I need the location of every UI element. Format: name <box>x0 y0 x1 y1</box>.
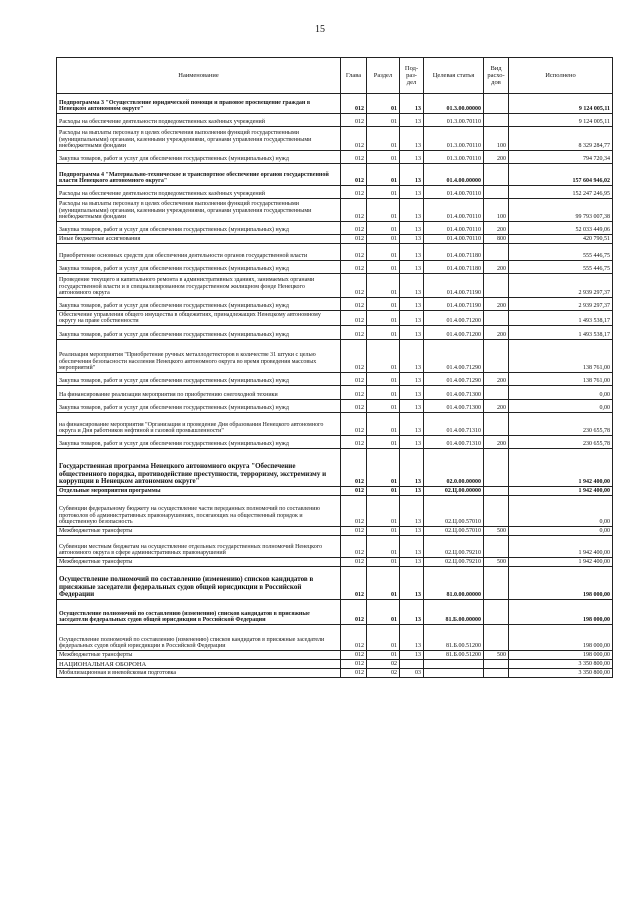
row-section: 01 <box>367 274 400 298</box>
row-expense-type: 200 <box>484 298 509 311</box>
row-subsection: 13 <box>400 625 424 651</box>
row-chapter: 012 <box>341 311 367 326</box>
row-expense-type <box>484 413 509 436</box>
row-expense-type: 200 <box>484 436 509 449</box>
row-name: Закупка товаров, работ и услуг для обеспечения государственных (муниципальных) нужд <box>57 222 341 235</box>
row-subsection: 13 <box>400 449 424 487</box>
row-name: Закупка товаров, работ и услуг для обеспечения государственных (муниципальных) нужд <box>57 373 341 386</box>
table-row <box>57 199 613 222</box>
row-article <box>424 669 484 678</box>
table-row <box>57 244 613 261</box>
row-section: 01 <box>367 186 400 199</box>
row-amount: 3 350 800,00 <box>509 669 613 678</box>
row-amount: 230 655,78 <box>509 436 613 449</box>
row-chapter: 012 <box>341 94 367 114</box>
row-expense-type <box>484 496 509 527</box>
row-amount: 3 350 800,00 <box>509 660 613 669</box>
row-article: 01.4.00.71190 <box>424 274 484 298</box>
row-subsection: 13 <box>400 651 424 660</box>
row-article: 01.4.00.71190 <box>424 298 484 311</box>
row-subsection: 13 <box>400 326 424 340</box>
row-chapter: 012 <box>341 235 367 244</box>
row-subsection: 13 <box>400 244 424 261</box>
row-section: 01 <box>367 326 400 340</box>
row-chapter: 012 <box>341 222 367 235</box>
row-expense-type: 200 <box>484 326 509 340</box>
row-article: 81.Б.00.00000 <box>424 600 484 625</box>
row-article <box>424 660 484 669</box>
row-expense-type <box>484 625 509 651</box>
row-section: 01 <box>367 340 400 373</box>
table-row <box>57 436 613 449</box>
row-section: 01 <box>367 449 400 487</box>
row-section: 01 <box>367 373 400 386</box>
row-chapter: 012 <box>341 199 367 222</box>
row-expense-type <box>484 94 509 114</box>
row-amount: 152 247 246,95 <box>509 186 613 199</box>
row-amount: 138 761,00 <box>509 340 613 373</box>
row-expense-type <box>484 449 509 487</box>
row-section: 02 <box>367 660 400 669</box>
budget-table <box>56 57 613 678</box>
row-subsection: 13 <box>400 199 424 222</box>
row-chapter: 012 <box>341 660 367 669</box>
row-amount: 0,00 <box>509 400 613 413</box>
row-subsection: 13 <box>400 186 424 199</box>
row-amount: 0,00 <box>509 386 613 400</box>
row-chapter: 012 <box>341 567 367 600</box>
row-expense-type: 800 <box>484 235 509 244</box>
row-name: Мобилизационная и вневойсковая подготовка <box>57 669 341 678</box>
row-expense-type <box>484 660 509 669</box>
row-expense-type <box>484 311 509 326</box>
row-amount: 420 790,51 <box>509 235 613 244</box>
header-chapter: Глава <box>341 58 367 94</box>
row-name: Подпрограмма 3 "Осуществление юридической помощи и правовое просвещение граждан в Ненецком автономном округе" <box>57 94 341 114</box>
row-name: Закупка товаров, работ и услуг для обеспечения государственных (муниципальных) нужд <box>57 400 341 413</box>
table-header-row <box>57 58 613 94</box>
table-row <box>57 386 613 400</box>
row-subsection: 13 <box>400 600 424 625</box>
row-amount: 99 793 007,38 <box>509 199 613 222</box>
row-amount: 1 493 538,17 <box>509 311 613 326</box>
row-subsection: 13 <box>400 261 424 274</box>
row-amount: 198 000,00 <box>509 567 613 600</box>
table-row <box>57 151 613 164</box>
row-section: 01 <box>367 436 400 449</box>
row-expense-type <box>484 386 509 400</box>
row-name: Межбюджетные трансферты <box>57 558 341 567</box>
header-section: Раздел <box>367 58 400 94</box>
row-subsection: 13 <box>400 436 424 449</box>
row-expense-type <box>484 536 509 558</box>
page-number: 15 <box>315 24 325 35</box>
row-chapter: 012 <box>341 373 367 386</box>
row-article: 01.4.00.70110 <box>424 186 484 199</box>
row-expense-type: 200 <box>484 151 509 164</box>
row-amount: 794 720,34 <box>509 151 613 164</box>
row-section: 01 <box>367 625 400 651</box>
row-article: 01.4.00.71180 <box>424 244 484 261</box>
table-row <box>57 340 613 373</box>
table-row <box>57 527 613 536</box>
table-row <box>57 400 613 413</box>
row-expense-type <box>484 164 509 186</box>
row-chapter: 012 <box>341 449 367 487</box>
row-section: 01 <box>367 527 400 536</box>
table-body <box>57 94 613 678</box>
row-expense-type: 200 <box>484 261 509 274</box>
row-article: 01.4.00.00000 <box>424 164 484 186</box>
table-row <box>57 311 613 326</box>
table-row <box>57 114 613 127</box>
table-row <box>57 567 613 600</box>
row-section: 01 <box>367 400 400 413</box>
table-row <box>57 651 613 660</box>
row-amount: 9 124 005,11 <box>509 114 613 127</box>
row-expense-type <box>484 600 509 625</box>
row-article: 01.4.00.71200 <box>424 311 484 326</box>
row-section: 01 <box>367 298 400 311</box>
row-name: Закупка товаров, работ и услуг для обеспечения государственных (муниципальных) нужд <box>57 151 341 164</box>
row-name: Отдельные мероприятия программы <box>57 487 341 496</box>
row-name: Субвенции федеральному бюджету на осуществление части переданных полномочий по составлению протоколов об административных правонарушениях, посягающих на общественный порядок и общественную безопасность <box>57 496 341 527</box>
row-chapter: 012 <box>341 340 367 373</box>
row-chapter: 012 <box>341 600 367 625</box>
row-amount: 52 033 449,06 <box>509 222 613 235</box>
table-row <box>57 94 613 114</box>
row-article: 01.4.00.71180 <box>424 261 484 274</box>
row-amount: 198 000,00 <box>509 600 613 625</box>
row-subsection: 13 <box>400 235 424 244</box>
row-amount: 198 000,00 <box>509 651 613 660</box>
row-amount: 198 000,00 <box>509 625 613 651</box>
row-chapter: 012 <box>341 400 367 413</box>
row-name: Государственная программа Ненецкого автономного округа "Обеспечение общественного порядка, противодействие преступности, терроризму, экстремизму и коррупции в Ненецком автономном округе" <box>57 449 341 487</box>
row-section: 01 <box>367 311 400 326</box>
row-amount: 157 604 946,02 <box>509 164 613 186</box>
row-expense-type <box>484 274 509 298</box>
table-row <box>57 373 613 386</box>
row-article: 01.4.00.71290 <box>424 340 484 373</box>
row-name: Расходы на обеспечение деятельности подведомственных казённых учреждений <box>57 114 341 127</box>
row-amount: 230 655,78 <box>509 413 613 436</box>
row-section: 01 <box>367 536 400 558</box>
row-chapter: 012 <box>341 496 367 527</box>
table-row <box>57 600 613 625</box>
table-row <box>57 669 613 678</box>
row-expense-type: 100 <box>484 199 509 222</box>
table-row <box>57 235 613 244</box>
row-expense-type <box>484 114 509 127</box>
row-subsection: 13 <box>400 487 424 496</box>
row-amount: 138 761,00 <box>509 373 613 386</box>
row-article: 02.0.00.00000 <box>424 449 484 487</box>
row-article: 02.Ц.00.79210 <box>424 558 484 567</box>
row-subsection: 13 <box>400 400 424 413</box>
row-expense-type: 200 <box>484 222 509 235</box>
row-amount: 1 942 400,00 <box>509 558 613 567</box>
row-subsection: 13 <box>400 274 424 298</box>
row-subsection: 03 <box>400 669 424 678</box>
row-amount: 1 942 400,00 <box>509 536 613 558</box>
table-row <box>57 186 613 199</box>
row-chapter: 012 <box>341 413 367 436</box>
row-expense-type: 500 <box>484 651 509 660</box>
row-amount: 8 329 284,77 <box>509 127 613 151</box>
row-chapter: 012 <box>341 244 367 261</box>
row-expense-type: 200 <box>484 400 509 413</box>
row-section: 01 <box>367 199 400 222</box>
row-article: 01.3.00.00000 <box>424 94 484 114</box>
row-expense-type <box>484 487 509 496</box>
row-section: 01 <box>367 235 400 244</box>
row-article: 02.Ц.00.57010 <box>424 496 484 527</box>
row-section: 01 <box>367 127 400 151</box>
row-chapter: 012 <box>341 625 367 651</box>
row-article: 01.4.00.70110 <box>424 199 484 222</box>
row-amount: 9 124 005,11 <box>509 94 613 114</box>
row-section: 01 <box>367 651 400 660</box>
table-row <box>57 625 613 651</box>
row-chapter: 012 <box>341 274 367 298</box>
row-expense-type <box>484 186 509 199</box>
row-chapter: 012 <box>341 669 367 678</box>
row-name: НАЦИОНАЛЬНАЯ ОБОРОНА <box>57 660 341 669</box>
row-section: 01 <box>367 261 400 274</box>
row-article: 01.4.00.71310 <box>424 413 484 436</box>
row-chapter: 012 <box>341 114 367 127</box>
row-expense-type <box>484 244 509 261</box>
row-chapter: 012 <box>341 151 367 164</box>
table-row <box>57 558 613 567</box>
row-expense-type: 200 <box>484 373 509 386</box>
header-subsection: Под-раз-дел <box>400 58 424 94</box>
row-name: На финансирование реализации мероприятия по приобретению снегоходной техники <box>57 386 341 400</box>
row-subsection <box>400 660 424 669</box>
row-name: Закупка товаров, работ и услуг для обеспечения государственных (муниципальных) нужд <box>57 298 341 311</box>
row-chapter: 012 <box>341 186 367 199</box>
table-row <box>57 449 613 487</box>
row-article: 01.3.00.70110 <box>424 151 484 164</box>
row-article: 01.3.00.70110 <box>424 114 484 127</box>
row-article: 01.4.00.71300 <box>424 400 484 413</box>
row-chapter: 012 <box>341 558 367 567</box>
row-name: Проведение текущего и капитального ремонта в административных зданиях, занимаемых органами государственной власти и в специализированном государственном жилищном фонде Ненецкого автономного округа <box>57 274 341 298</box>
row-article: 81.Б.00.51200 <box>424 651 484 660</box>
row-section: 01 <box>367 114 400 127</box>
row-section: 01 <box>367 151 400 164</box>
row-chapter: 012 <box>341 536 367 558</box>
row-expense-type <box>484 669 509 678</box>
row-subsection: 13 <box>400 222 424 235</box>
row-section: 01 <box>367 94 400 114</box>
row-name: Расходы на выплаты персоналу в целях обеспечения выполнения функций государственными (муниципальными) органами, казенными учреждениями, органами управления государственными внебюджетными фондами <box>57 127 341 151</box>
row-article: 01.4.00.71200 <box>424 326 484 340</box>
row-section: 01 <box>367 487 400 496</box>
row-article: 01.4.00.71310 <box>424 436 484 449</box>
row-article: 02.Ц.00.00000 <box>424 487 484 496</box>
header-article: Целевая статья <box>424 58 484 94</box>
row-subsection: 13 <box>400 298 424 311</box>
row-name: Закупка товаров, работ и услуг для обеспечения государственных (муниципальных) нужд <box>57 261 341 274</box>
row-chapter: 012 <box>341 127 367 151</box>
table-row <box>57 261 613 274</box>
row-name: Обеспечение управления общего имущества в общежитиях, принадлежащих Ненецкому автономному округу на праве собственности <box>57 311 341 326</box>
table-row <box>57 298 613 311</box>
row-section: 01 <box>367 558 400 567</box>
row-name: Иные бюджетные ассигнования <box>57 235 341 244</box>
row-amount: 2 939 297,37 <box>509 274 613 298</box>
row-name: Осуществление полномочий по составлению (изменению) списков кандидатов в присяжные заседатели федеральных судов общей юрисдикции в Российской Федерации <box>57 600 341 625</box>
row-section: 01 <box>367 413 400 436</box>
row-article: 81.0.00.00000 <box>424 567 484 600</box>
row-expense-type <box>484 340 509 373</box>
row-name: Приобретение основных средств для обеспечения деятельности органов государственной власти <box>57 244 341 261</box>
row-subsection: 13 <box>400 413 424 436</box>
row-subsection: 13 <box>400 340 424 373</box>
row-subsection: 13 <box>400 558 424 567</box>
row-section: 01 <box>367 386 400 400</box>
row-chapter: 012 <box>341 386 367 400</box>
row-subsection: 13 <box>400 311 424 326</box>
header-name: Наименование <box>57 58 341 94</box>
row-chapter: 012 <box>341 651 367 660</box>
row-name: Осуществление полномочий по составлению (изменению) списков кандидатов в присяжные заседатели федеральных судов общей юрисдикции в Российской Федерации <box>57 567 341 600</box>
row-section: 01 <box>367 244 400 261</box>
row-amount: 2 939 297,37 <box>509 298 613 311</box>
row-amount: 1 942 400,00 <box>509 487 613 496</box>
row-subsection: 13 <box>400 94 424 114</box>
row-article: 01.4.00.71300 <box>424 386 484 400</box>
row-amount: 1 493 538,17 <box>509 326 613 340</box>
row-subsection: 13 <box>400 567 424 600</box>
row-section: 02 <box>367 669 400 678</box>
row-chapter: 012 <box>341 487 367 496</box>
row-name: Осуществление полномочий по составлению (изменению) списков кандидатов в присяжные заседатели федеральных судов общей юрисдикции в Российской Федерации <box>57 625 341 651</box>
row-subsection: 13 <box>400 386 424 400</box>
row-chapter: 012 <box>341 164 367 186</box>
table-row <box>57 274 613 298</box>
row-chapter: 012 <box>341 298 367 311</box>
row-section: 01 <box>367 496 400 527</box>
row-name: Закупка товаров, работ и услуг для обеспечения государственных (муниципальных) нужд <box>57 326 341 340</box>
table-row <box>57 164 613 186</box>
row-subsection: 13 <box>400 151 424 164</box>
row-subsection: 13 <box>400 527 424 536</box>
row-subsection: 13 <box>400 536 424 558</box>
header-expense-type: Вид расхо-дов <box>484 58 509 94</box>
row-name: Расходы на обеспечение деятельности подведомственных казённых учреждений <box>57 186 341 199</box>
row-subsection: 13 <box>400 373 424 386</box>
row-subsection: 13 <box>400 496 424 527</box>
row-chapter: 012 <box>341 436 367 449</box>
table-row <box>57 487 613 496</box>
row-name: Субвенции местным бюджетам на осуществление отдельных государственных полномочий Ненецкого автономного округа в сфере административных правонарушений <box>57 536 341 558</box>
row-article: 81.Б.00.51200 <box>424 625 484 651</box>
table-row <box>57 660 613 669</box>
row-article: 01.4.00.70110 <box>424 235 484 244</box>
table-row <box>57 326 613 340</box>
table-row <box>57 127 613 151</box>
row-section: 01 <box>367 164 400 186</box>
row-expense-type: 100 <box>484 127 509 151</box>
row-amount: 0,00 <box>509 496 613 527</box>
row-name: Межбюджетные трансферты <box>57 527 341 536</box>
row-section: 01 <box>367 600 400 625</box>
row-expense-type: 500 <box>484 527 509 536</box>
table-row <box>57 222 613 235</box>
row-name: Расходы на выплаты персоналу в целях обеспечения выполнения функций государственными (муниципальными) органами, казенными учреждениями, органами управления государственными внебюджетными фондами <box>57 199 341 222</box>
header-amount: Исполнено <box>509 58 613 94</box>
row-section: 01 <box>367 567 400 600</box>
row-name: Подпрограмма 4 "Материально-техническое и транспортное обеспечение органов государственной власти Ненецкого автономного округа" <box>57 164 341 186</box>
row-amount: 0,00 <box>509 527 613 536</box>
row-chapter: 012 <box>341 527 367 536</box>
row-expense-type <box>484 567 509 600</box>
row-subsection: 13 <box>400 164 424 186</box>
row-chapter: 012 <box>341 326 367 340</box>
row-amount: 555 446,75 <box>509 244 613 261</box>
row-name: Закупка товаров, работ и услуг для обеспечения государственных (муниципальных) нужд <box>57 436 341 449</box>
row-name: на финансирование мероприятия "Организация и проведение Дня образования Ненецкого автономного округа и Дня работников нефтяной и газовой промышленности" <box>57 413 341 436</box>
row-name: Реализация мероприятия "Приобретение ручных металлодетекторов в количестве 31 штуки с целью обеспечения безопасности населения Ненецкого автономного округа во время проведения массовых мероприятий" <box>57 340 341 373</box>
row-article: 01.4.00.71290 <box>424 373 484 386</box>
row-section: 01 <box>367 222 400 235</box>
row-subsection: 13 <box>400 114 424 127</box>
row-amount: 555 446,75 <box>509 261 613 274</box>
row-name: Межбюджетные трансферты <box>57 651 341 660</box>
row-article: 01.3.00.70110 <box>424 127 484 151</box>
table-row <box>57 496 613 527</box>
row-article: 02.Ц.00.79210 <box>424 536 484 558</box>
row-article: 01.4.00.70110 <box>424 222 484 235</box>
table-row <box>57 413 613 436</box>
row-expense-type: 500 <box>484 558 509 567</box>
table-row <box>57 536 613 558</box>
row-amount: 1 942 400,00 <box>509 449 613 487</box>
row-subsection: 13 <box>400 127 424 151</box>
row-article: 02.Ц.00.57010 <box>424 527 484 536</box>
row-chapter: 012 <box>341 261 367 274</box>
